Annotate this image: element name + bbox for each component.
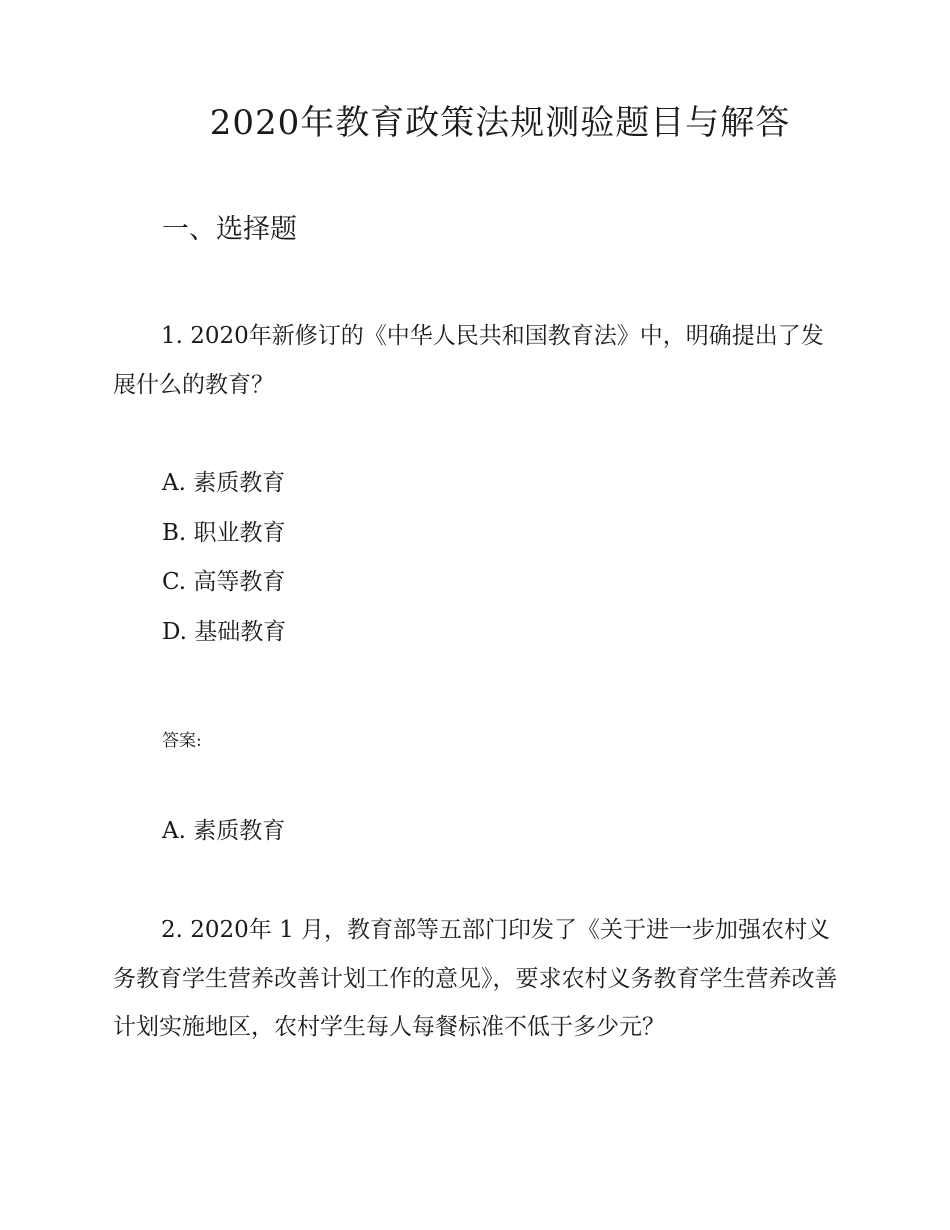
- question-1-option-a: A. 素质教育: [162, 470, 286, 496]
- question-1-answer-label: 答案:: [162, 731, 202, 751]
- question-2-text: 2. 2020年 1 月，教育部等五部门印发了《关于进一步加强农村义务教育学生营养改善计划工作的意见》，要求农村义务教育学生营养改善计划实施地区，农村学生每人每餐标准不低于多少元？: [113, 917, 838, 1040]
- question-1-option-b: B. 职业教育: [162, 520, 286, 546]
- section-heading: 一、选择题: [162, 214, 297, 245]
- document-title: 2020年教育政策法规测验题目与解答: [209, 103, 791, 143]
- question-1-text: 1. 2020年新修订的《中华人民共和国教育法》中，明确提出了发展什么的教育？: [113, 323, 824, 398]
- question-1-answer: A. 素质教育: [162, 818, 286, 844]
- question-1-option-c: C. 高等教育: [162, 569, 286, 595]
- question-1-option-d: D. 基础教育: [162, 619, 287, 645]
